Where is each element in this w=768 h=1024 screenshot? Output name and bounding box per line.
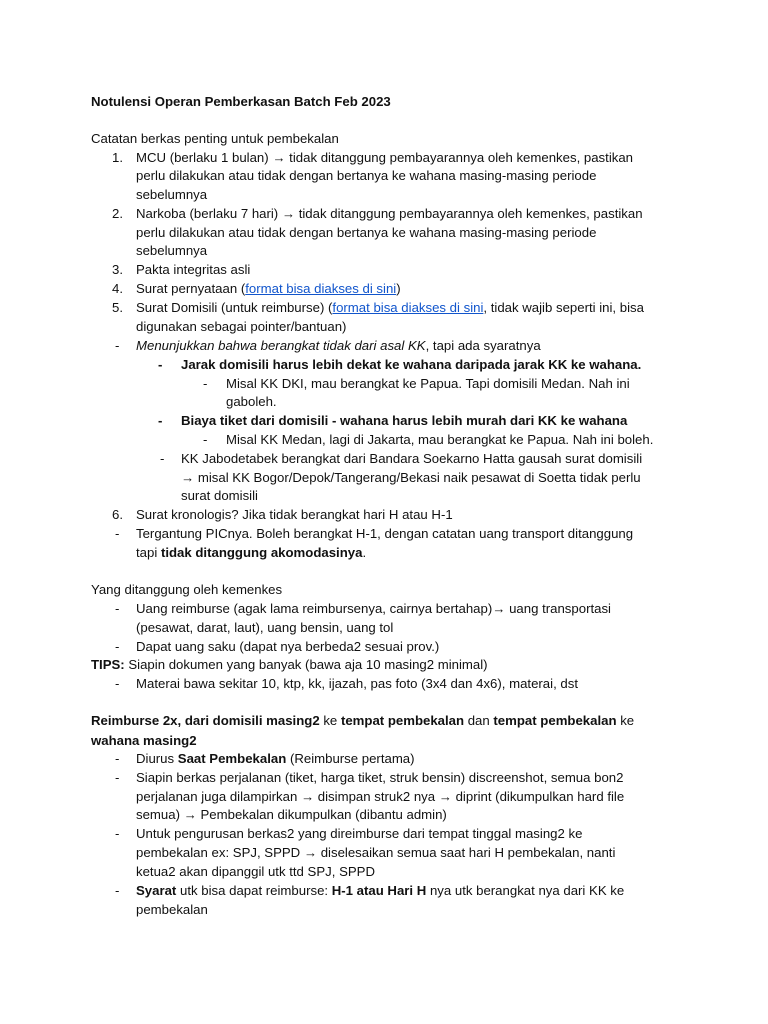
list-item-text: perlu dilakukan atau tidak dengan bertanya ke wahana masing-masing periode xyxy=(136,168,597,183)
text-segment: Surat pernyataan ( xyxy=(136,281,246,296)
dash-bullet: - xyxy=(115,338,120,353)
list-item-text: Surat kronologis? Jika tidak berangkat hari H atau H-1 xyxy=(136,507,453,522)
list-item-text: Dapat uang saku (dapat nya berbeda2 sesuai prov.) xyxy=(136,639,440,654)
list-item-text: Untuk pengurusan berkas2 yang direimburse dari tempat tinggal masing2 ke xyxy=(136,826,583,841)
dash-bullet: - xyxy=(115,751,120,766)
list-item-text: perlu dilakukan atau tidak dengan bertanya ke wahana masing-masing periode xyxy=(136,225,597,240)
text-segment-bold: H-1 atau Hari H xyxy=(331,883,427,898)
section-heading-ditanggung: Yang ditanggung oleh kemenkes xyxy=(91,582,283,597)
list-item-text: Misal KK DKI, mau berangkat ke Papua. Tapi domisili Medan. Nah ini xyxy=(226,376,630,391)
text-segment: nya utk berangkat nya dari KK ke xyxy=(426,883,625,898)
list-item-text xyxy=(136,280,401,298)
format-link[interactable]: format bisa diakses di sini xyxy=(332,300,484,315)
list-item-text: Narkoba (berlaku 7 hari) → tidak ditanggung pembayarannya oleh kemenkes, pastikan xyxy=(136,206,643,221)
list-item-text: KK Jabodetabek berangkat dari Bandara Soekarno Hatta gausah surat domisili xyxy=(181,451,643,466)
list-item-text: (pesawat, darat, laut), uang bensin, uang tol xyxy=(136,620,394,635)
text-segment: . xyxy=(362,545,367,560)
list-item-text: Biaya tiket dari domisili - wahana harus lebih murah dari KK ke wahana xyxy=(181,413,628,428)
dash-bullet: - xyxy=(115,883,120,898)
dash-bullet: - xyxy=(115,601,120,616)
text-segment: Surat Domisili (untuk reimburse) ( xyxy=(136,300,333,315)
list-item-text: ketua2 akan dipanggil utk ttd SPJ, SPPD xyxy=(136,864,375,879)
list-item-text xyxy=(136,337,541,355)
text-segment: , tapi ada syaratnya xyxy=(425,338,541,353)
text-segment-bold: Reimburse 2x, dari domisili masing2 xyxy=(91,713,320,728)
text-segment: utk bisa dapat reimburse: xyxy=(176,883,332,898)
text-segment-bold: tempat pembekalan xyxy=(493,713,617,728)
list-item-text xyxy=(136,882,624,900)
text-segment-italic: Menunjukkan bahwa berangkat tidak dari asal KK xyxy=(136,338,426,353)
dash-bullet: - xyxy=(203,376,208,391)
list-number: 4. xyxy=(112,281,123,296)
dash-bullet: - xyxy=(203,432,208,447)
list-item-text: Pakta integritas asli xyxy=(136,262,251,277)
section-heading-reimburse xyxy=(91,712,634,730)
document-title: Notulensi Operan Pemberkasan Batch Feb 2023 xyxy=(91,94,391,109)
tips-text: Siapin dokumen yang banyak (bawa aja 10 masing2 minimal) xyxy=(124,657,488,672)
list-number: 2. xyxy=(112,206,123,221)
list-item-text: Uang reimburse (agak lama reimbursenya, cairnya bertahap)→ uang transportasi xyxy=(136,601,611,616)
dash-bullet: - xyxy=(115,770,120,785)
text-segment-bold: Saat Pembekalan xyxy=(177,751,287,766)
list-number: 5. xyxy=(112,300,123,315)
section-heading-reimburse-cont: wahana masing2 xyxy=(91,733,197,748)
text-segment: ke xyxy=(616,713,635,728)
text-segment: ) xyxy=(396,281,401,296)
text-segment: (Reimburse pertama) xyxy=(286,751,415,766)
list-item-text: surat domisili xyxy=(181,488,258,503)
tips-label: TIPS: xyxy=(91,657,125,672)
text-segment: Diurus xyxy=(136,751,178,766)
list-item-text: sebelumnya xyxy=(136,187,208,202)
list-item-text: pembekalan xyxy=(136,902,208,917)
dash-bullet: - xyxy=(115,676,120,691)
text-segment: dan xyxy=(464,713,494,728)
list-number: 1. xyxy=(112,150,123,165)
text-segment-bold: tempat pembekalan xyxy=(340,713,465,728)
list-item-text xyxy=(136,750,415,768)
dash-bullet: - xyxy=(115,826,120,841)
list-number: 6. xyxy=(112,507,123,522)
dash-bullet: - xyxy=(158,357,163,372)
list-number: 3. xyxy=(112,262,123,277)
format-link[interactable]: format bisa diakses di sini xyxy=(245,281,397,296)
list-item-text: semua) → Pembekalan dikumpulkan (dibantu admin) xyxy=(136,807,447,822)
list-item-text: Jarak domisili harus lebih dekat ke wahana daripada jarak KK ke wahana. xyxy=(181,357,642,372)
text-segment: ke xyxy=(319,713,341,728)
dash-bullet: - xyxy=(115,526,120,541)
section-heading-catatan: Catatan berkas penting untuk pembekalan xyxy=(91,131,339,146)
tips-line xyxy=(91,656,488,674)
text-segment: , tidak wajib seperti ini, bisa xyxy=(483,300,644,315)
list-item-text xyxy=(136,299,644,317)
list-item-text: → misal KK Bogor/Depok/Tangerang/Bekasi naik pesawat di Soetta tidak perlu xyxy=(181,470,641,485)
dash-bullet: - xyxy=(158,413,163,428)
dash-bullet: - xyxy=(160,451,165,466)
list-item-text: perjalanan juga dilampirkan → disimpan struk2 nya → diprint (dikumpulkan hard file xyxy=(136,789,625,804)
list-item-text: Materai bawa sekitar 10, ktp, kk, ijazah, pas foto (3x4 dan 4x6), materai, dst xyxy=(136,676,578,691)
text-segment-bold: tidak ditanggung akomodasinya xyxy=(160,545,363,560)
list-item-text: sebelumnya xyxy=(136,243,208,258)
text-segment: tapi xyxy=(136,545,161,560)
list-item-text xyxy=(136,544,366,562)
text-segment-bold: Syarat xyxy=(136,883,177,898)
dash-bullet: - xyxy=(115,639,120,654)
list-item-text: Siapin berkas perjalanan (tiket, harga tiket, struk bensin) discreenshot, semua bon2 xyxy=(136,770,624,785)
list-item-text: Misal KK Medan, lagi di Jakarta, mau berangkat ke Papua. Nah ini boleh. xyxy=(226,432,654,447)
list-item-text: Tergantung PICnya. Boleh berangkat H-1, dengan catatan uang transport ditanggung xyxy=(136,526,634,541)
list-item-text: digunakan sebagai pointer/bantuan) xyxy=(136,319,347,334)
list-item-text: gaboleh. xyxy=(226,394,277,409)
list-item-text: pembekalan ex: SPJ, SPPD → diselesaikan semua saat hari H pembekalan, nanti xyxy=(136,845,616,860)
list-item-text: MCU (berlaku 1 bulan) → tidak ditanggung pembayarannya oleh kemenkes, pastikan xyxy=(136,150,634,165)
